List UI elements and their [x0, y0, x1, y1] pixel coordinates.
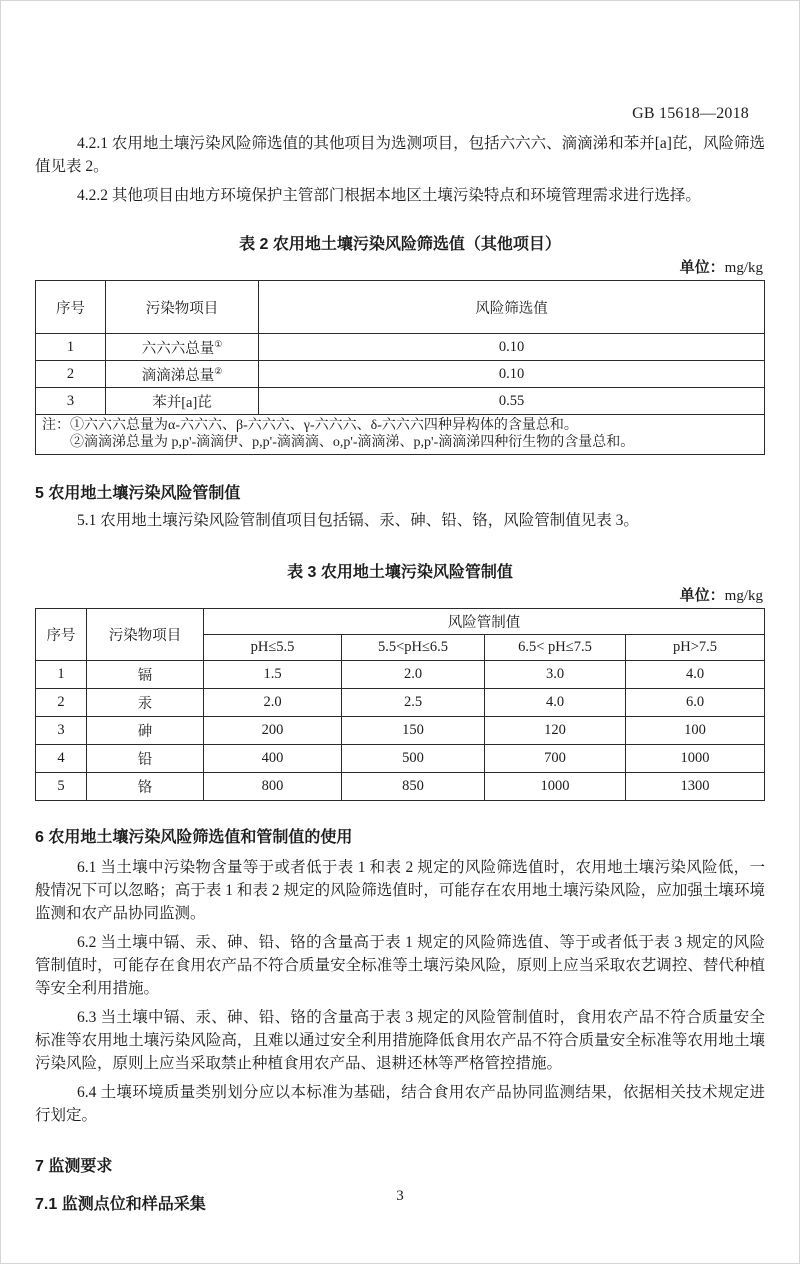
cell-value: 0.55	[259, 388, 765, 415]
paragraph-4-2-2: 4.2.2 其他项目由地方环境保护主管部门根据本地区土壤污染特点和环境管理需求进行选择。	[77, 187, 701, 204]
unit-label: 单位：	[679, 259, 725, 276]
paragraph-6-1: 6.1 当土壤中污染物含量等于或者低于表 1 和表 2 规定的风险筛选值时，农用地土壤污染风险低，一般情况下可以忽略；高于表 1 和表 2 规定的风险筛选值时，可能存在农用地土壤污染风险，应加强土壤环境监测和农产品协同监测。	[35, 859, 765, 922]
unit-label: 单位：	[679, 587, 725, 604]
table3-row: 5 铬 800 850 1000 1300	[36, 773, 765, 801]
page-number: 3	[396, 1188, 404, 1204]
ph-range-4: pH>7.5	[626, 635, 765, 661]
cell-item: 苯并[a]芘	[106, 388, 259, 415]
cell-no: 2	[36, 361, 106, 388]
table2-unit	[35, 256, 765, 277]
note-line-2: ②滴滴涕总量为 p,p'-滴滴伊、p,p'-滴滴滴、o,p'-滴滴涕、p,p'-滴滴涕四种衍生物的含量总和。	[70, 435, 635, 450]
table3-header-no: 序号	[36, 609, 87, 661]
table2-risk-screening-values	[35, 280, 765, 455]
footnote-mark: ①	[214, 338, 223, 349]
table3-unit	[35, 584, 765, 605]
paragraph-6-3: 6.3 当土壤中镉、汞、砷、铅、铬的含量高于表 3 规定的风险管制值时，食用农产品不符合质量安全标准等农用地土壤污染风险高，且难以通过安全利用措施降低食用农产品不符合质量安全标准等农用地土壤污染风险，原则上应当采取禁止种植食用农产品、退耕还林等严格管控措施。	[35, 1009, 765, 1072]
table2-header-row	[36, 281, 765, 334]
cell-item: 滴滴涕总量②	[106, 361, 259, 388]
table3-header-row-1	[36, 609, 765, 635]
table3-row: 1 镉 1.5 2.0 3.0 4.0	[36, 661, 765, 689]
standard-code: GB 15618—2018	[632, 105, 749, 122]
cell-no: 1	[36, 334, 106, 361]
note-line-1: ①六六六总量为α-六六六、β-六六六、γ-六六六、δ-六六六四种异构体的含量总和。	[70, 418, 578, 433]
footnote-mark: ②	[214, 365, 223, 376]
table3-risk-control-values	[35, 608, 765, 801]
section-6-heading: 6 农用地土壤污染风险筛选值和管制值的使用	[35, 829, 353, 846]
section-5-heading: 5 农用地土壤污染风险管制值	[35, 485, 241, 502]
table2-header-no: 序号	[36, 281, 106, 334]
table2-note-row	[36, 415, 765, 455]
table2-row	[36, 334, 765, 361]
ph-range-3: 6.5< pH≤7.5	[485, 635, 626, 661]
table3-row: 4 铅 400 500 700 1000	[36, 745, 765, 773]
table2-header-item: 污染物项目	[106, 281, 259, 334]
paragraph-6-2: 6.2 当土壤中镉、汞、砷、铅、铬的含量高于表 1 规定的风险筛选值、等于或者低于表 3 规定的风险管制值时，可能存在食用农产品不符合质量安全标准等土壤污染风险，原则上应当采取农艺调控、替代种植等安全利用措施。	[35, 934, 765, 997]
section-7-1-heading: 7.1 监测点位和样品采集	[35, 1196, 206, 1213]
table2-title: 表 2 农用地土壤污染风险筛选值（其他项目）	[239, 236, 561, 253]
table2-row	[36, 388, 765, 415]
note-label: 注：	[42, 418, 70, 433]
table3-row: 3 砷 200 150 120 100	[36, 717, 765, 745]
paragraph-6-4: 6.4 土壤环境质量类别划分应以本标准为基础，结合食用农产品协同监测结果，依据相关技术规定进行划定。	[35, 1084, 765, 1124]
table3-row: 2 汞 2.0 2.5 4.0 6.0	[36, 689, 765, 717]
paragraph-5-1: 5.1 农用地土壤污染风险管制值项目包括镉、汞、砷、铅、铬，风险管制值见表 3。	[77, 512, 639, 529]
table2-row	[36, 361, 765, 388]
section-7-heading: 7 监测要求	[35, 1158, 113, 1175]
ph-range-1: pH≤5.5	[204, 635, 342, 661]
table2-notes	[36, 415, 765, 455]
table3-title: 表 3 农用地土壤污染风险管制值	[287, 564, 513, 581]
table3-header-group: 风险管制值	[204, 609, 765, 635]
paragraph-4-2-1: 4.2.1 农用地土壤污染风险筛选值的其他项目为选测项目，包括六六六、滴滴涕和苯并[a]芘，风险筛选值见表 2。	[35, 135, 765, 175]
table2-header-value: 风险筛选值	[259, 281, 765, 334]
ph-range-2: 5.5<pH≤6.5	[342, 635, 485, 661]
cell-value: 0.10	[259, 361, 765, 388]
unit-value: mg/kg	[724, 260, 763, 276]
table3-header-item: 污染物项目	[87, 609, 204, 661]
cell-item: 六六六总量①	[106, 334, 259, 361]
cell-no: 3	[36, 388, 106, 415]
cell-value: 0.10	[259, 334, 765, 361]
unit-value: mg/kg	[724, 588, 763, 604]
